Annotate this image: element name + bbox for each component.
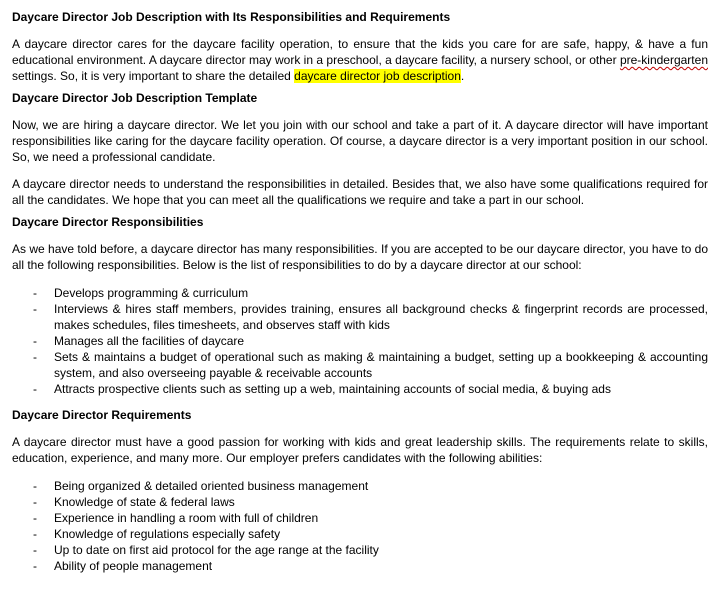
list-item-text: Knowledge of regulations especially safety	[54, 527, 281, 541]
list-item-text: Interviews & hires staff members, provides training, ensures all background checks & fingerprint records are processed, makes schedules, files timesheets, and observes staff with kids	[54, 302, 708, 332]
requirements-intro: A daycare director must have a good passion for working with kids and great leadership skills. The requirements relate to skills, education, experience, and many more. Our employer prefers candidates with the following abilities:	[12, 435, 708, 465]
list-item-text: Develops programming & curriculum	[54, 286, 249, 300]
dash-bullet: -	[33, 511, 37, 525]
highlighted-link-text[interactable]: daycare director job description	[294, 69, 461, 83]
list-item-text: Ability of people management	[54, 559, 213, 573]
template-heading: Daycare Director Job Description Template	[12, 91, 258, 105]
dash-bullet: -	[33, 382, 37, 396]
dash-bullet: -	[33, 350, 37, 364]
list-item	[12, 526, 708, 542]
intro-paragraph	[12, 36, 708, 84]
dash-bullet: -	[33, 302, 37, 316]
list-item	[12, 478, 708, 494]
list-item-text: Knowledge of state & federal laws	[54, 495, 235, 509]
dash-bullet: -	[33, 527, 37, 541]
responsibilities-list	[12, 285, 708, 397]
intro-text-middle: settings. So, it is very important to share the detailed	[12, 69, 295, 83]
intro-text-end: .	[460, 69, 465, 83]
spelling-flagged-word[interactable]: pre-kindergarten	[619, 53, 708, 67]
document-title: Daycare Director Job Description with Its Responsibilities and Requirements	[12, 10, 451, 24]
list-item-text: Being organized & detailed oriented business management	[54, 479, 369, 493]
requirements-list	[12, 478, 708, 574]
dash-bullet: -	[33, 334, 37, 348]
list-item	[12, 542, 708, 558]
list-item-text: Attracts prospective clients such as setting up a web, maintaining accounts of social media, & buying ads	[54, 382, 611, 396]
list-item-text: Experience in handling a room with full of children	[54, 511, 319, 525]
template-paragraph-1: Now, we are hiring a daycare director. We let you join with our school and take a part of it. A daycare director will have important responsibilities like caring for the daycare facility operation. Of course, a daycare director is a very important position in our school. So, we need a professional candidate.	[12, 118, 708, 164]
list-item	[12, 558, 708, 574]
list-item	[12, 494, 708, 510]
responsibilities-heading: Daycare Director Responsibilities	[12, 215, 204, 229]
list-item-text: Manages all the facilities of daycare	[54, 334, 245, 348]
dash-bullet: -	[33, 495, 37, 509]
requirements-heading: Daycare Director Requirements	[12, 408, 192, 422]
template-paragraph-2: A daycare director needs to understand the responsibilities in detailed. Besides that, we also have some qualifications required for all the candidates. We hope that you can meet all the qualifications we require and take a part in our school.	[12, 177, 708, 207]
dash-bullet: -	[33, 543, 37, 557]
list-item	[12, 381, 708, 397]
list-item	[12, 510, 708, 526]
list-item	[12, 333, 708, 349]
dash-bullet: -	[33, 559, 37, 573]
intro-text-start: A daycare director cares for the daycare facility operation, to ensure that the kids you care for are safe, happy, & have a fun educational environment. A daycare director may work in a preschool, a daycare facility, a nursery school, or other	[12, 37, 708, 67]
list-item	[12, 349, 708, 381]
list-item-text: Up to date on first aid protocol for the age range at the facility	[54, 543, 379, 557]
responsibilities-intro: As we have told before, a daycare director has many responsibilities. If you are accepted to be our daycare director, you have to do all the following responsibilities. Below is the list of responsibilities to do by a daycare director at our school:	[12, 242, 708, 272]
dash-bullet: -	[33, 479, 37, 493]
dash-bullet: -	[33, 286, 37, 300]
list-item	[12, 301, 708, 333]
list-item	[12, 285, 708, 301]
list-item-text: Sets & maintains a budget of operational such as making & maintaining a budget, setting up a bookkeeping & accounting system, and also overseeing payable & receivable accounts	[54, 350, 708, 380]
